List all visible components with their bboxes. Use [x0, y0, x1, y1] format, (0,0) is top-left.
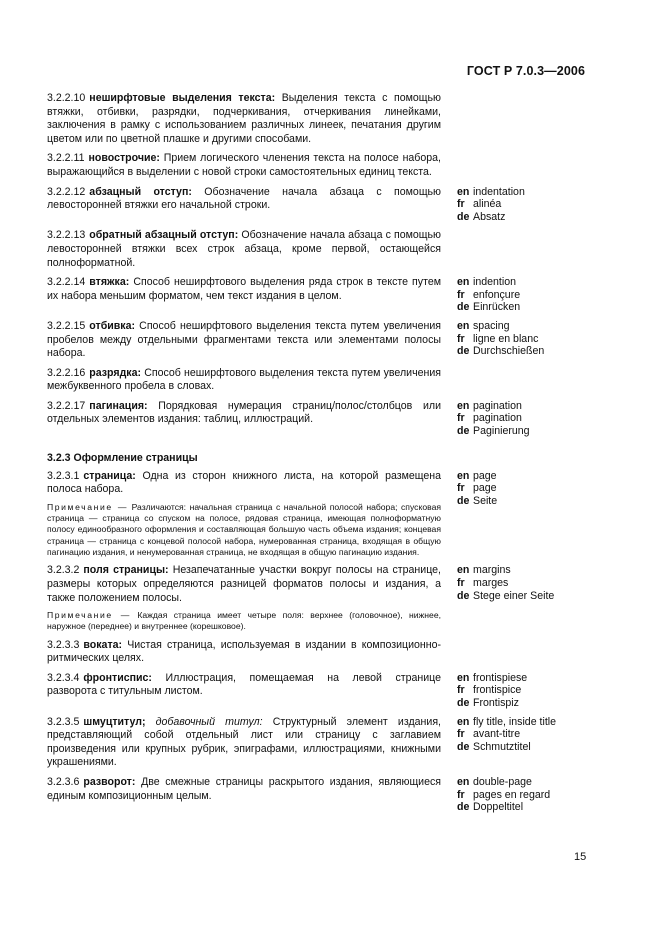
language-code: en — [457, 276, 470, 289]
translation-list — [457, 276, 577, 314]
term-entry — [47, 470, 577, 559]
term-paragraph — [47, 716, 441, 770]
term-definition-block — [47, 639, 441, 666]
translation-text: Stege einer Seite — [473, 589, 555, 602]
term-definition: Порядковая нумерация страниц/полос/столбцов или отдельных элементов издания: таблиц, иллюстраций. — [47, 399, 441, 426]
language-code: en — [457, 776, 470, 789]
translation-list — [457, 564, 577, 602]
language-code: en — [457, 469, 470, 482]
translation — [457, 716, 577, 729]
term-name: шмуцтитул; — [83, 715, 146, 728]
term-name: обратный абзацный отступ: — [89, 229, 239, 242]
term-definition-block — [47, 152, 441, 179]
term-name: воката: — [83, 638, 123, 651]
translation — [457, 425, 577, 438]
language-code: fr — [457, 728, 465, 741]
language-code: de — [457, 494, 470, 507]
term-number: 3.2.3.1 — [47, 469, 80, 482]
term-definition-block — [47, 564, 441, 632]
translation-list — [457, 776, 577, 814]
term-definition: Структурный элемент издания, представляющий собой отдельный лист или страницу с заглавием произведения или крупных рубрик, эпиграфами, иллюстрациями, книжными украшениями. — [47, 715, 441, 769]
term-list-page-design — [47, 470, 577, 814]
translation — [457, 301, 577, 314]
language-code: de — [457, 345, 470, 358]
translation — [457, 276, 577, 289]
term-definition: Прием логического членения текста на полосе набора, выражающийся в выделении с новой строки самостоятельных единиц текста. — [47, 152, 441, 178]
translation — [457, 789, 577, 802]
term-note — [47, 610, 441, 633]
term-entry — [47, 716, 577, 770]
term-number: 3.2.2.11 — [47, 152, 85, 165]
language-code: fr — [457, 576, 465, 589]
translation — [457, 320, 577, 333]
term-paragraph — [47, 400, 441, 427]
term-synonym: добавочный титул: — [155, 715, 263, 728]
term-name: абзацный отступ: — [89, 185, 192, 198]
translation — [457, 590, 577, 603]
translation — [457, 482, 577, 495]
term-number: 3.2.2.15 — [47, 319, 86, 332]
translation-text: Absatz — [473, 210, 506, 223]
language-code: de — [457, 210, 470, 223]
term-entry — [47, 186, 577, 224]
term-number: 3.2.2.13 — [47, 229, 86, 242]
translation-text: margins — [473, 564, 511, 577]
language-code: de — [457, 801, 470, 814]
term-entry — [47, 776, 577, 814]
term-entry — [47, 400, 577, 438]
term-definition: Незапечатанные участки вокруг полосы на странице, размеры которых определяются разницей форматов полосы и издания, а также положением полосы. — [47, 564, 441, 604]
language-code: en — [457, 564, 470, 577]
term-definition-block — [47, 276, 441, 303]
translation-list — [457, 400, 577, 438]
language-code: de — [457, 301, 470, 314]
translation-text: Schmutztitel — [473, 740, 531, 753]
translation — [457, 289, 577, 302]
translation — [457, 801, 577, 814]
language-code: fr — [457, 482, 465, 495]
language-code: fr — [457, 412, 465, 425]
translation — [457, 577, 577, 590]
language-code: de — [457, 697, 470, 710]
language-code: de — [457, 740, 470, 753]
language-code: en — [457, 715, 470, 728]
term-definition: Способ неширфтового выделения текста путем увеличения пробелов между отдельными фрагментами текста или элементами полосы набора. — [47, 319, 441, 360]
term-entry — [47, 672, 577, 710]
translation-text: Frontispiz — [473, 697, 519, 710]
translation-list — [457, 320, 577, 358]
term-entry — [47, 320, 577, 361]
translation — [457, 198, 577, 211]
term-entry — [47, 152, 577, 179]
translation — [457, 186, 577, 199]
term-paragraph — [47, 776, 441, 803]
term-list — [47, 92, 577, 438]
term-entry — [47, 92, 577, 146]
term-paragraph — [47, 186, 441, 213]
translation — [457, 672, 577, 685]
term-number: 3.2.3.5 — [47, 715, 80, 728]
term-paragraph — [47, 672, 441, 699]
term-paragraph — [47, 229, 441, 270]
term-definition-block — [47, 186, 441, 213]
translation — [457, 333, 577, 346]
term-definition: Способ неширфтового выделения текста путем увеличения межбуквенного пробела в словах. — [47, 366, 441, 393]
language-code: en — [457, 671, 470, 684]
translation-text: spacing — [473, 319, 510, 332]
term-number: 3.2.3.2 — [47, 564, 80, 577]
term-definition: Иллюстрация, помещаемая на левой странице разворота с титульным листом. — [47, 671, 441, 698]
term-name: страница: — [83, 469, 136, 482]
translation-text: marges — [473, 576, 509, 589]
term-name: новострочие: — [88, 152, 160, 165]
term-entry — [47, 367, 577, 394]
term-note — [47, 502, 441, 558]
term-number: 3.2.3.6 — [47, 776, 80, 789]
note-label: Примечание — — [47, 501, 129, 512]
translation-text: Paginierung — [473, 425, 530, 438]
term-number: 3.2.2.17 — [47, 399, 86, 412]
term-paragraph — [47, 92, 441, 146]
translation-text: frontispice — [473, 684, 522, 697]
term-name: неширфтовые выделения текста: — [89, 92, 276, 104]
translation-text: alinéa — [473, 198, 502, 211]
translation — [457, 211, 577, 224]
term-number: 3.2.2.12 — [47, 185, 86, 198]
translation-text: indention — [473, 276, 517, 289]
term-definition: Обозначение начала абзаца с помощью левосторонней втяжки всех строк абзаца, кроме первой, остающейся полноформатной. — [47, 229, 441, 269]
translation-list — [457, 716, 577, 754]
translation-text: Durchschießen — [473, 345, 545, 358]
term-name: отбивка: — [89, 319, 135, 332]
translation-text: enfonçure — [473, 288, 521, 301]
term-number: 3.2.2.16 — [47, 366, 86, 379]
translation-text: avant-titre — [473, 728, 521, 741]
term-definition: Способ неширфтового выделения ряда строк в тексте путем их набора меньшим форматом, чем текст издания в целом. — [47, 276, 441, 302]
term-definition-block — [47, 229, 441, 270]
translation-text: Doppeltitel — [473, 801, 524, 814]
language-code: fr — [457, 332, 465, 345]
note-label: Примечание — — [47, 610, 131, 621]
term-definition: Одна из сторон книжного листа, на которой размещена полоса набора. — [47, 469, 441, 496]
term-definition-block — [47, 470, 441, 559]
term-definition: Обозначение начала абзаца с помощью левосторонней втяжки его начальной строки. — [47, 185, 441, 212]
language-code: en — [457, 185, 470, 198]
term-paragraph — [47, 320, 441, 361]
term-definition: Чистая страница, используемая в издании в композиционно-ритмических целях. — [47, 638, 441, 665]
language-code: fr — [457, 788, 465, 801]
translation — [457, 470, 577, 483]
term-paragraph — [47, 564, 441, 605]
translation — [457, 684, 577, 697]
translation-text: pagination — [473, 412, 522, 425]
term-number: 3.2.2.14 — [47, 276, 86, 289]
term-definition: Выделения текста с помощью втяжки, отбивки, разрядки, подчеркивания, отчеркивания линейками, заключения в рамку с использованием различных линеек, печатания другим цветом или по цветной плашке и другими способами. — [47, 92, 441, 145]
term-name: втяжка: — [89, 276, 130, 289]
translation — [457, 564, 577, 577]
translation-text: ligne en blanc — [473, 332, 539, 345]
translation-list — [457, 470, 577, 508]
term-name: фронтиспис: — [83, 671, 152, 684]
term-entry — [47, 564, 577, 632]
translation — [457, 495, 577, 508]
term-paragraph — [47, 639, 441, 666]
language-code: fr — [457, 684, 465, 697]
term-definition-block — [47, 716, 441, 770]
note-text: Каждая страница имеет четыре поля: верхнее (головочное), нижнее, наружное (переднее) и внутреннее (корешковое). — [47, 610, 442, 632]
term-definition-block — [47, 367, 441, 394]
term-definition-block — [47, 672, 441, 699]
translation — [457, 400, 577, 413]
page-number: 15 — [574, 851, 587, 863]
translation-text: Seite — [473, 494, 498, 507]
translation-text: pages en regard — [473, 788, 551, 801]
term-paragraph — [47, 470, 441, 497]
language-code: fr — [457, 288, 465, 301]
document-body — [47, 92, 577, 820]
translation-text: Einrücken — [473, 301, 521, 314]
translation-list — [457, 672, 577, 710]
translation-text: indentation — [473, 185, 525, 198]
translation-text: page — [473, 469, 497, 482]
term-definition-block — [47, 92, 441, 146]
document-header: ГОСТ Р 7.0.3—2006 — [466, 64, 585, 78]
language-code: de — [457, 425, 470, 438]
translation-list — [457, 186, 577, 224]
language-code: de — [457, 589, 470, 602]
translation-text: pagination — [473, 399, 522, 412]
translation — [457, 345, 577, 358]
translation — [457, 776, 577, 789]
translation-text: frontispiese — [473, 671, 528, 684]
language-code: en — [457, 319, 470, 332]
note-text: Различаются: начальная страница с начальной полосой набора; спусковая страница — страница со спуском на полосе, рядовая страница, имеющая полноформатную полосу единообразного оформления и составляющая большую часть объема издания; концевая страница — страница с концевой полосой набора, нумерованная страница, входящая в общую пагинацию издания, и ненумерованная страница, не входящая в общую пагинацию издания. — [47, 501, 441, 558]
term-paragraph — [47, 367, 441, 394]
term-name: поля страницы: — [83, 564, 169, 577]
language-code: fr — [457, 198, 465, 211]
translation-text: double-page — [473, 776, 532, 789]
term-paragraph — [47, 276, 441, 303]
term-name: разрядка: — [89, 366, 142, 379]
translation-text: fly title, inside title — [473, 715, 557, 728]
term-number: 3.2.3.3 — [47, 638, 80, 651]
term-entry — [47, 276, 577, 314]
term-definition-block — [47, 320, 441, 361]
term-number: 3.2.3.4 — [47, 671, 80, 684]
term-definition-block — [47, 400, 441, 427]
term-name: разворот: — [83, 776, 136, 789]
translation — [457, 728, 577, 741]
term-entry — [47, 229, 577, 270]
term-definition-block — [47, 776, 441, 803]
term-name: пагинация: — [89, 399, 148, 412]
term-paragraph — [47, 152, 441, 179]
term-number: 3.2.2.10 — [47, 92, 86, 104]
translation — [457, 741, 577, 754]
language-code: en — [457, 399, 470, 412]
translation-text: page — [473, 482, 497, 495]
section-heading: 3.2.3 Оформление страницы — [47, 451, 198, 464]
translation — [457, 697, 577, 710]
term-definition: Две смежные страницы раскрытого издания, являющиеся единым композиционным целым. — [47, 776, 441, 802]
translation — [457, 412, 577, 425]
term-entry — [47, 639, 577, 666]
